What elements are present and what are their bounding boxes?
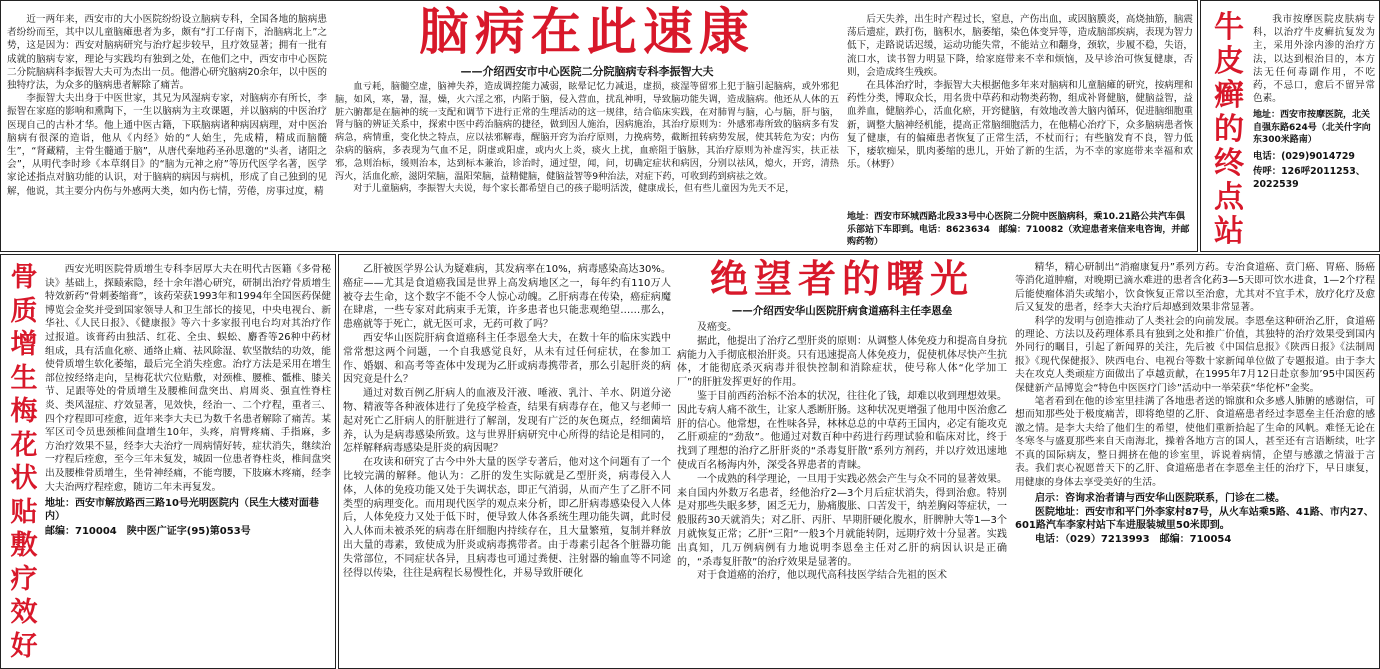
liver-paragraph: 在攻读和研究了古今中外大量的医学专著后，他对这个问题有了一个比较完满的解释。他认为：乙肝的发生实际就是乙型肝炎，病毒侵入人体，人体的免疫功能又处于失调状态，即正气消弱，从而产生了乙肝不同类型的病理变化。而用现代医学的观点来分析，即乙肝病毒感染侵入人体后，人体免疫力又处于低下时，便导致人体各系统生理功能失调，此时侵入人体而未被杀死的病毒在肝细胞内持续存在，且大量繁殖，复制并释放出大量的毒素，致使成为肝炎或病毒携带者。由于毒素引起各个脏器功能失常部位，不同症状各异，且病毒也可通过粪便、注射器的输血等不同途径得以传染，往往是病程长易慢性化，并易导致肝硬化 [343, 457, 671, 579]
title-char: 疗 [10, 563, 38, 595]
brain-headline: 脑病在此速康 [419, 3, 755, 61]
brain-col-2 [335, 81, 839, 249]
liver-inquiry: 启示：咨询求治者请与西安华山医院联系，门诊在二楼。 [1035, 492, 1285, 504]
brain-address: 地址：西安市环城西路北段33号中心医院二分院中医脑病科，乘10.21路公共汽车俱乐部站下车即到。电话：8623634 邮编：710082（欢迎患者来信来电咨询，并邮购药物） [847, 212, 1190, 247]
bone-text-block [45, 263, 331, 665]
title-char: 的 [1214, 112, 1244, 147]
liver-paragraph: 科学的发明与创造推动了人类社会的向前发展。李恩垒这种研治乙肝，食道癌的理论、方法以及药理体系具有独到之处和推广价值，其独特的治疗效果受到国内外同行的瞩目，引起了新闻界的关注，先后被《中国信息报》《陕西日报》《法制周报》《现代保健报》、陕西电台、电视台等数十家新闻单位做了专题报道。由于李大夫在攻克人类顽症方面做出了卓越贡献，在1995年7月12日赴京参加’95中国医药保健新产品博览会“特色中医医疗门诊”活动中一举荣获“华佗杯”金奖。 [1015, 315, 1375, 394]
title-char: 质 [10, 295, 38, 327]
liver-subtitle: ——介绍西安华山医院肝病食道癌科主任李恩垒 [731, 305, 953, 317]
psoriasis-ad [1200, 0, 1380, 252]
title-char: 梅 [10, 396, 38, 427]
psoriasis-fax: 传呼：126呼2011253、2022539 [1253, 165, 1366, 190]
liver-headline: 绝望者的曙光 [709, 257, 974, 301]
psoriasis-phone: 电话：(029)9014729 [1253, 150, 1355, 162]
liver-paragraph: 乙肝被医学界公认为疑难病，其发病率在10%，病毒感染高达30%。癌症——尤其是食道癌我国是世界上高发病地区之一，每年约有110万人被夺去生命，这个数字不能不令人惊心动魄。乙肝病毒在传染，癌症病魔在肆虐，一些专家对此病束手无策，许多患者也只能悲观绝望……那么，患癌就等于死亡，就无医可求，无药可救了吗？ [343, 264, 671, 331]
liver-col-1 [343, 263, 671, 667]
psoriasis-body: 我市按摩医院皮肤病专科，以治疗牛皮癣抗复发为主，采用外涂内渗的治疗方法，以达到根治目的，本方法无任何毒副作用，不吃药，不忌口，愈后不留异常色素。 [1253, 14, 1375, 105]
bone-title [7, 261, 41, 665]
bone-postal: 邮编：710004 陕中医广证字(95)第053号 [45, 526, 251, 538]
brain-paragraph: 近一两年来，西安市的大小医院纷纷设立脑病专科，全国各地的脑病患者纷纷而至，其中以儿童脑瘫患者为多，颇有“打工仔南下，治脑病北上”之势，这是因为：西安对脑病研究与治疗起步较早，且疗效显著；拥有一批有成就的脑病专家，理论与实践均有独到之处，在他们之中，西安市中心医院二分院脑病科李振智大夫可为杰出一员。他潜心研究脑病20余年，以中医的独特疗法，为众多的脑病患者解除了痛苦。 [7, 14, 327, 92]
bone-address: 地址：西安市解放路西三路10号光明医院内（民生大楼对面巷内） [45, 498, 319, 523]
title-char: 状 [10, 463, 38, 494]
liver-paragraph: 一个成熟的科学理论，一旦用于实践必然会产生与众不同的显著效果。来自国内外数万名患者，经他治疗2—3个月后症状消失，得到治愈。特别是对那些失眠多梦，困乏无力，胁痛腹胀、口苦发干，纳差胸闷等症状，一般服药30天就消失；对乙肝、丙肝、早期肝硬化腹水，肝脾肿大等1—3个月就恢复正常；乙肝“三阳”一般3个月就能转阴，远期疗效十分显著。实践出真知，几万例病例有力地说明李恩垒主任对乙肝的病因认识是正确的，“杀毒复肝散”的治疗效果是显著的。 [677, 473, 1007, 568]
title-char: 贴 [10, 496, 38, 528]
title-char: 效 [10, 597, 38, 628]
brain-paragraph: 后天失养，出生时产程过长，窒息，产伤出血，或因脑膜炎，高烧抽筋，脑震荡后遗症，跌打伤，脑积水，脑萎缩，染色体变异等，造成脑部疾病，表现为智力低下，走路说话迟缓，运动功能失常，不能站立和翻身，颈软，步履不稳，失语，流口水，读书智力明显下降，给家庭带来不幸和烦恼，及早诊治可恢复健康，否则，会造成终生残疾。 [847, 14, 1193, 78]
liver-col-3 [1015, 261, 1375, 667]
liver-article [338, 254, 1380, 669]
title-char: 终 [1214, 146, 1244, 181]
brain-col-3 [847, 13, 1193, 213]
title-char: 站 [1214, 214, 1244, 247]
liver-paragraph: 据此，他提出了治疗乙型肝炎的原则：从调整人体免疫力和提高自身抗病能力入手彻底根治肝炎。只有迅速提高人体免疫力，促使机体尽快产生抗体，才能彻底杀灭病毒并很快控制和消除症状，使号称人体“化学加工厂”的肝脏发挥更好的作用。 [677, 335, 1007, 389]
liver-paragraph: 笔者看到在他的诊室里挂满了各地患者送的锦旗和众多感人肺腑的感谢信，可想而知那些处于极度痛苦，即将绝望的乙肝、食道癌患者经过李恩垒主任治愈的感激之情。是李大夫给了他们生的希望，使他们重新拾起了生命的风帆。难怪无论在冬寒冬与盛夏那些来自天南海北，操着各地方言的国人，甚至还有言语断续，吐字不真的国际病友，整日拥挤在他的诊室里，诉说着病情，企望与感激之情溢于言表。我们衷心祝愿普天下的乙肝、食道癌患者在李恩垒主任的治疗下，早日康复，用健康的身体去享受美好的生活。 [1015, 396, 1375, 488]
title-char: 癣 [1214, 78, 1244, 113]
title-char: 敷 [10, 530, 38, 561]
liver-paragraph: 通过对数百例乙肝病人的血液及汗液、唾液、乳汁、羊水、阴道分泌物、精液等各种液体进行了免疫学检查，结果有病毒存在，他又与老师一起对死亡乙肝病人的肝脏进行了解剖，发现有广泛的灰色斑点，经细菌培养，认为是病毒感染所致。这与世界肝病研究中心所得的结论是相同的，怎样解释病毒感染是肝炎的病因呢？ [343, 388, 671, 455]
title-char: 花 [10, 429, 38, 461]
brain-article [0, 0, 1198, 252]
liver-paragraph: 及癌变。 [697, 322, 737, 333]
brain-paragraph: 李振智大夫出身于中医世家，其兄为风湿病专家，对脑病亦有所长，李振智在家庭的影响和熏陶下，一生以脑病为主攻课题，并以脑病的中医治疗医现自己的古朴才华。他上通中医古籍，下联脑病诸种病因病理，对中医治脑病有很深的造诣，他从《内经》始的“人始生，先成精，精成而脑髓生”，“肾藏精，主骨生髓通于脑”，从唐代秦地药圣孙思邈的“头者，诸阳之会”，从明代李时珍《本草纲目》的“脑为元神之府”等历代医学名著，医学家论述指点对脑功能的认识，对于脑病的病因与病机，形成了自己独到的见解，他说，其主要分内伤与外感两大类，如内伤七情，劳倦，房事过度，精 [7, 93, 327, 197]
liver-address: 医院地址：西安市和平门外李家村87号，从火车站乘5路、41路、市内27、601路汽车李家村站下车进服装城里50米即到。 [1015, 506, 1374, 531]
psoriasis-text-block [1253, 13, 1375, 249]
brain-col-1 [7, 13, 327, 249]
psoriasis-title [1209, 11, 1249, 247]
brain-paragraph: 对于儿童脑病，李振智大夫说，每个家长都希望自己的孩子聪明活泼，健康成长，但有些儿童因为先天不足， [353, 183, 795, 195]
liver-col-2 [677, 321, 1007, 667]
liver-headline-block [677, 255, 1007, 327]
title-char: 牛 [1214, 11, 1244, 45]
title-char: 好 [10, 630, 38, 662]
liver-paragraph: 对于食道癌的治疗，他以现代高科技医学结合先祖的医术 [697, 570, 947, 582]
bone-body: 西安光明医院骨质增生专科李居厚大夫在明代古医籍《多骨秘诀》基础上，探赜索隐，经十余年潜心研究，研制出治疗骨质增生特效新药“骨刺萎缩膏”，该药荣获1993年和1994年全国医药保健博览会金奖并受到国家领导人和卫生部长的接见，中央电视台、新华社、《人民日报》、《健康报》等六十多家报刊电台均对其治疗作过报道。该膏药由独活、红花、全虫、蜈蚣、麝香等26种中药材组成，具有活血化瘀、通络止痛、祛风除湿、软坚散结的功效，能使骨质增生软化萎缩，最后完全消失痊愈。治疗方法是采用在增生部位按经络走向，呈梅花状穴位贴敷，对颈椎、腰椎、骶椎、膝关节、足跟等处的骨质增生及腰椎间盘突出、肩周炎、强直性脊柱炎、类风湿症、疗效显著，见效快，经治一、二个疗程，重者三、四个疗程即可痊愈，近年来李大夫已为数千名患者解除了痛苦。某军区司令员患颈椎间盘增生10年，头疼，肩臂疼痛、手指麻，多方治疗效果不显，经李大夫治疗一周病情好转，症状消失，继续治一疗程后痊愈，至今三年未复发，城固一位患者脊柱炎，椎间盘突出及腰椎骨质增生，坐骨神经痛，不能弯腰，下肢麻木疼痛，经李大夫治两疗程痊愈，随访二年未再复发。 [45, 264, 331, 493]
liver-paragraph: 西安华山医院肝病食道癌科主任李恩垒大夫，在数十年的临床实践中常常想这两个问题，一个自我感觉良好，从未有过任何症状，在参加工作、婚姻、和高考等查体中发现为乙肝或病毒携带者，那么引起肝炎的病因究竟是什么？ [343, 332, 671, 386]
title-char: 生 [10, 362, 38, 394]
brain-paragraph: 血亏耗，脑髓空虚，脑神失养，造成调控能力减弱，眩晕记忆力减退，虚损，痰湿等留邪上犯于脑引起脑病，或外邪犯脑，如风，寒，暑，湿，燥，火六淫之邪，内陷于脑，侵入营血，扰乱神明，导致脑功能失调，造成脑病。他还从人体的五脏六腑都是在脑神的统一支配和调节下进行正常的生理活动的这一规律，结合临床实践，在对肺胃与脑，心与脑，肝与脑，肾与脑的辨证关系中，探索中医中药治脑病的捷径，做到因人施治，因病施治，其治疗原则为：外感邪毒所致的脑病多有发病急，病情重，变化快之特点，应以祛邪解毒，醒脑开窍为治疗原则，力挽病势，截断扭转病势发展，使其转危为安；内伤杂病的脑病，多表现为气血不足，阴虚或阳虚，或内火上炎，痰火上扰，血瘀阻于脑脉，其治疗原则为补虚泻实，扶正祛邪，急则治标，缓则治本，达到标本兼治，诊治时，通过望，闻，问，切确定症状和病因，分别以祛风，熄火，开窍，清热泻火，活血化瘀，滋阴荣脑，温阳荣脑，益精健脑，健脑益智等9种治法，对症下药，可收到药到病祛之效。 [335, 81, 839, 182]
title-char: 骨 [10, 262, 38, 293]
brain-subtitle: ——介绍西安市中心医院二分院脑病专科李振智大夫 [460, 65, 714, 78]
psoriasis-address: 地址：西安市按摩医院，北关自强东路624号（北关什字向东300米路南） [1253, 110, 1371, 146]
title-char: 点 [1214, 180, 1244, 215]
title-char: 增 [10, 329, 38, 360]
brain-paragraph: 在具体治疗时，李振智大夫根据他多年来对脑病和儿童脑瘫的研究，按病理和药性分类，博取众长，用名贵中草药和动物类药物，组成补肾健脑，健脑益智，益血养血，健脑养心，活血化瘀，开窍健脑，有效地改善大脑内循环，促进脑细胞重新，调整大脑神经机能，提高正常脑细胞活力，在他精心治疗下，众多脑病患者恢复了健康，有的偏瘫患者恢复了正常生活，不杖而行；有些脑发育不良，智力低下，痿软痴呆，肌肉萎缩的患儿，开始了新的生活，为不幸的家庭带来幸福和欢乐。（林野） [847, 80, 1193, 171]
title-char: 皮 [1214, 44, 1244, 79]
liver-paragraph: 精华，精心研制出“消瘤康复丹”系列方药。专治食道癌、贲门癌、胃癌、肠癌等消化道肿瘤，对晚期已滴水难进的患者含化药3—5天即可饮水进食，1—2个疗程后能使瘤体消失或缩小，饮食恢复正常以至治愈，尤其对不宜手术，放疗化疗及愈后又复发的患者，经李大夫治疗后却感到效果非常显著。 [1015, 262, 1375, 314]
liver-contact: 电话：（029）7213993 邮编：710054 [1035, 533, 1232, 545]
bone-ad [0, 254, 336, 669]
liver-paragraph: 鉴于目前西药治标不治本的状况，往往化了钱，却难以收到理想效果。因此专病人痛不欲生，让家人悉断肝肠。这种状况更增强了他用中医治愈乙肝的信心。他常想，在性味各异，林林总总的中草药王国内，必定有能攻克乙肝顽症的“劲敌”。他通过对数百种中药进行药理试验和临床对比，终于找到了理想的治疗乙肝肝炎的“杀毒复肝散”系列方剂药，并以疗效迅速地使成百名杨海内外，深受各界患者的青睐。 [677, 390, 1007, 471]
brain-headline-block [335, 3, 839, 83]
